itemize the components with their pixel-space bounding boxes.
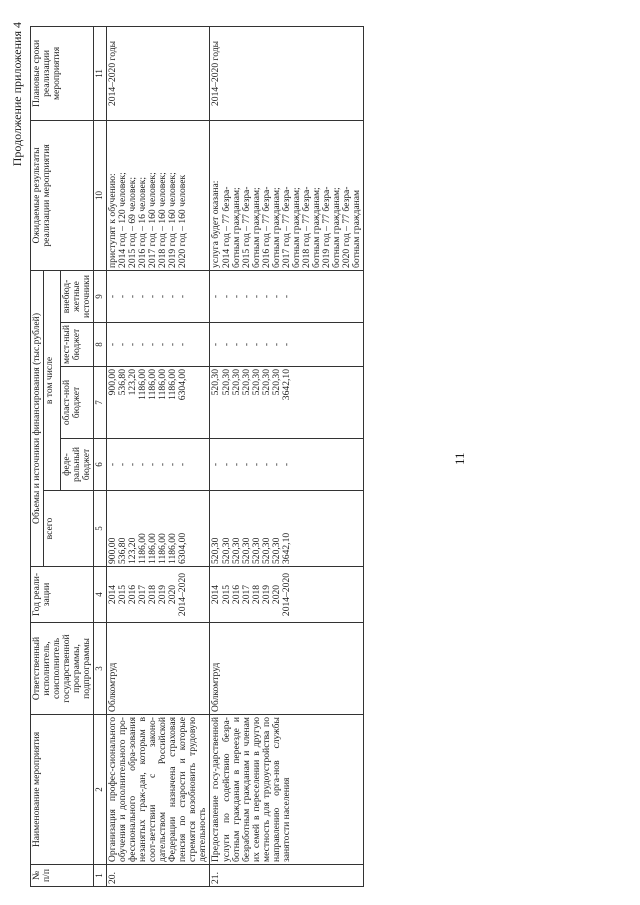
column-number-row xyxy=(94,26,106,886)
result-line: 2014 год – 77 безра- xyxy=(220,186,232,268)
table-row xyxy=(210,26,364,886)
result-line: 2016 год – 16 человек; xyxy=(137,176,148,268)
regional-value: 1186,00 xyxy=(157,369,169,400)
offbudget-cell xyxy=(210,270,364,322)
result-line: 2020 год – 160 человек xyxy=(177,174,189,268)
offbudget-value: - xyxy=(220,294,232,299)
federal-value: - xyxy=(240,462,252,467)
result-line: ботным гражданам; xyxy=(250,187,262,268)
total-value: 536,80 xyxy=(116,537,128,564)
offbudget-value: - xyxy=(177,294,189,299)
year-value: 2015 xyxy=(116,584,128,605)
federal-value: - xyxy=(116,462,128,467)
offbudget-value: - xyxy=(147,294,159,299)
total-value: 520,30 xyxy=(230,537,242,564)
federal-value: - xyxy=(210,462,222,467)
local-value: - xyxy=(157,342,169,347)
year-value: 2016 xyxy=(230,584,242,605)
local-value: - xyxy=(126,342,138,347)
regional-value: 520,30 xyxy=(210,369,222,396)
offbudget-value: - xyxy=(230,294,242,299)
year-value: 2018 xyxy=(147,584,159,605)
local-value: - xyxy=(137,342,148,347)
header-total: всего xyxy=(44,491,94,567)
local-value: - xyxy=(210,342,222,347)
offbudget-value: - xyxy=(280,294,292,299)
offbudget-value: - xyxy=(210,294,222,299)
col-number: 1 xyxy=(94,865,106,887)
result-line: услуга будет оказана: xyxy=(210,180,222,268)
total-value: 520,30 xyxy=(250,537,262,564)
regional-value: 900,00 xyxy=(106,369,118,396)
local-value: - xyxy=(147,342,159,347)
col-number: 5 xyxy=(94,491,106,567)
result-line: 2020 год – 77 безра- xyxy=(341,186,353,268)
regional-value: 520,30 xyxy=(230,369,242,396)
result-line: ботным гражданам; xyxy=(311,187,323,268)
regional-value: 6304,00 xyxy=(177,369,189,401)
col-number: 6 xyxy=(94,439,106,491)
result-line: 2018 год – 77 безра- xyxy=(301,186,312,268)
regional-value: 1186,00 xyxy=(137,369,148,400)
result-line: 2019 год – 77 безра- xyxy=(321,186,333,268)
total-value: 520,30 xyxy=(240,537,252,564)
local-value: - xyxy=(116,342,128,347)
header-deadlines: Плановые сроки реализации мероприятия xyxy=(31,26,94,120)
total-value: 123,20 xyxy=(126,537,138,564)
deadline: 2014–2020 годы xyxy=(210,26,364,120)
offbudget-value: - xyxy=(260,294,272,299)
total-cell xyxy=(106,491,210,567)
local-cell xyxy=(210,323,364,367)
federal-value: - xyxy=(250,462,262,467)
result-line: 2015 год – 69 человек; xyxy=(126,176,138,268)
header-name: Наименование мероприятия xyxy=(31,715,94,865)
row-number: 20. xyxy=(106,865,210,887)
col-number: 9 xyxy=(94,270,106,322)
result-line: ботным гражданам; xyxy=(290,187,302,268)
offbudget-value: - xyxy=(126,294,138,299)
offbudget-value: - xyxy=(137,294,148,299)
header-funding: Объемы и источники финансирования (тыс.рублей) xyxy=(31,270,44,566)
total-value: 3642,10 xyxy=(280,532,292,564)
continuation-label: Продолжение приложения 4 xyxy=(10,22,24,167)
header-results: Ожидаемые результаты реализации мероприятия xyxy=(31,120,94,270)
regional-value: 1186,00 xyxy=(147,369,159,400)
federal-value: - xyxy=(230,462,242,467)
result-line: 2017 год – 160 человек; xyxy=(147,172,159,268)
col-number: 8 xyxy=(94,323,106,367)
total-value: 1186,00 xyxy=(157,533,169,564)
federal-value: - xyxy=(270,462,282,467)
federal-value: - xyxy=(126,462,138,467)
offbudget-value: - xyxy=(116,294,128,299)
year-value: 2014 xyxy=(106,584,118,605)
year-value: 2019 xyxy=(260,584,272,605)
result-line: приступят к обучению: xyxy=(106,173,118,268)
measure-name: Организация профес-сионального обучения и дополнительного про-фессионального обра-зования незанятых граж-дан, которым в соот-ветствии с законо-дательством Российской Федерации назначена страховая пенсия по старости и которые стремятся возобновить трудовую деятельность xyxy=(106,715,210,865)
federal-value: - xyxy=(177,462,189,467)
year-value: 2015 xyxy=(220,584,232,605)
col-number: 7 xyxy=(94,367,106,439)
offbudget-cell xyxy=(106,270,210,322)
header-federal: феде-ральный бюджет xyxy=(61,439,94,491)
header-row-1 xyxy=(31,26,44,886)
executor: Облкомтруд xyxy=(210,623,364,715)
federal-value: - xyxy=(106,462,118,467)
result-line: 2017 год – 77 безра- xyxy=(280,186,292,268)
total-value: 6304,00 xyxy=(177,532,189,564)
federal-value: - xyxy=(167,462,179,467)
federal-value: - xyxy=(157,462,169,467)
regional-value: 123,20 xyxy=(126,369,138,396)
result-line: 2016 год – 77 безра- xyxy=(260,186,272,268)
total-value: 520,30 xyxy=(270,537,282,564)
local-value: - xyxy=(250,342,262,347)
year-value: 2019 xyxy=(157,584,169,605)
local-value: - xyxy=(280,342,292,347)
local-value: - xyxy=(106,342,118,347)
program-table xyxy=(30,26,364,887)
regional-cell xyxy=(106,367,210,439)
offbudget-value: - xyxy=(167,294,179,299)
total-cell xyxy=(210,491,364,567)
results-cell xyxy=(106,120,210,270)
header-num: № п/п xyxy=(31,865,94,887)
total-value: 1186,00 xyxy=(137,533,148,564)
offbudget-value: - xyxy=(270,294,282,299)
regional-value: 520,30 xyxy=(250,369,262,396)
year-value: 2017 xyxy=(240,584,252,605)
header-executor: Ответственный исполнитель, соисполнитель государственной программы, подпрограммы xyxy=(31,623,94,715)
federal-value: - xyxy=(147,462,159,467)
header-including: в том числе xyxy=(44,270,61,490)
offbudget-value: - xyxy=(240,294,252,299)
total-value: 520,30 xyxy=(220,537,232,564)
total-value: 1186,00 xyxy=(167,533,179,564)
result-line: ботным гражданам; xyxy=(331,187,343,268)
col-number: 11 xyxy=(94,26,106,120)
result-line: 2014 год – 120 человек; xyxy=(116,172,128,268)
header-regional: област-ной бюджет xyxy=(61,367,94,439)
federal-value: - xyxy=(260,462,272,467)
total-value: 520,30 xyxy=(260,537,272,564)
regional-value: 1186,00 xyxy=(167,369,179,400)
year-value: 2014 xyxy=(210,584,222,605)
year-value: 2020 xyxy=(270,584,282,605)
header-year: Год реали-зации xyxy=(31,567,94,623)
measure-name: Предоставление госу-дарственной услуги по содействию безра-ботным гражданам в переезде и безработным гражданам и членам их семей в переселении в другую местность для трудоустройства по направлению орга-нов службы занятости населения xyxy=(210,715,364,865)
local-value: - xyxy=(260,342,272,347)
local-value: - xyxy=(167,342,179,347)
year-value: 2014–2020 xyxy=(280,572,292,617)
col-number: 2 xyxy=(94,715,106,865)
result-line: ботным гражданам xyxy=(351,189,363,268)
offbudget-value: - xyxy=(157,294,169,299)
local-value: - xyxy=(230,342,242,347)
federal-cell xyxy=(210,439,364,491)
local-value: - xyxy=(240,342,252,347)
local-value: - xyxy=(270,342,282,347)
results-cell xyxy=(210,120,364,270)
total-value: 520,30 xyxy=(210,537,222,564)
local-value: - xyxy=(177,342,189,347)
regional-value: 520,30 xyxy=(220,369,232,396)
year-value: 2014–2020 xyxy=(177,572,189,617)
page-number: 11 xyxy=(452,452,467,465)
result-line: 2019 год – 160 человек; xyxy=(167,172,179,268)
regional-value: 536,80 xyxy=(116,369,128,396)
deadline: 2014–2020 годы xyxy=(106,26,210,120)
federal-value: - xyxy=(280,462,292,467)
regional-cell xyxy=(210,367,364,439)
federal-value: - xyxy=(220,462,232,467)
total-value: 900,00 xyxy=(106,537,118,564)
result-line: 2018 год – 160 человек; xyxy=(157,172,169,268)
year-value: 2018 xyxy=(250,584,262,605)
regional-value: 520,30 xyxy=(240,369,252,396)
executor: Облкомтруд xyxy=(106,623,210,715)
year-value: 2016 xyxy=(126,584,138,605)
result-line: ботным гражданам; xyxy=(270,187,282,268)
offbudget-value: - xyxy=(250,294,262,299)
col-number: 4 xyxy=(94,567,106,623)
regional-value: 520,30 xyxy=(260,369,272,396)
local-value: - xyxy=(220,342,232,347)
years-cell xyxy=(210,567,364,623)
result-line: ботным гражданам; xyxy=(230,187,242,268)
local-cell xyxy=(106,323,210,367)
regional-value: 520,30 xyxy=(270,369,282,396)
header-local: мест-ный бюджет xyxy=(61,323,94,367)
federal-value: - xyxy=(137,462,148,467)
offbudget-value: - xyxy=(106,294,118,299)
year-value: 2017 xyxy=(137,584,148,605)
col-number: 10 xyxy=(94,120,106,270)
federal-cell xyxy=(106,439,210,491)
table-row xyxy=(106,26,210,886)
col-number: 3 xyxy=(94,623,106,715)
regional-value: 3642,10 xyxy=(280,369,292,401)
row-number: 21. xyxy=(210,865,364,887)
total-value: 1186,00 xyxy=(147,533,159,564)
year-value: 2020 xyxy=(167,584,179,605)
header-offbudget: внебюд-жетные источники xyxy=(61,270,94,322)
result-line: 2015 год – 77 безра- xyxy=(240,186,252,268)
years-cell xyxy=(106,567,210,623)
